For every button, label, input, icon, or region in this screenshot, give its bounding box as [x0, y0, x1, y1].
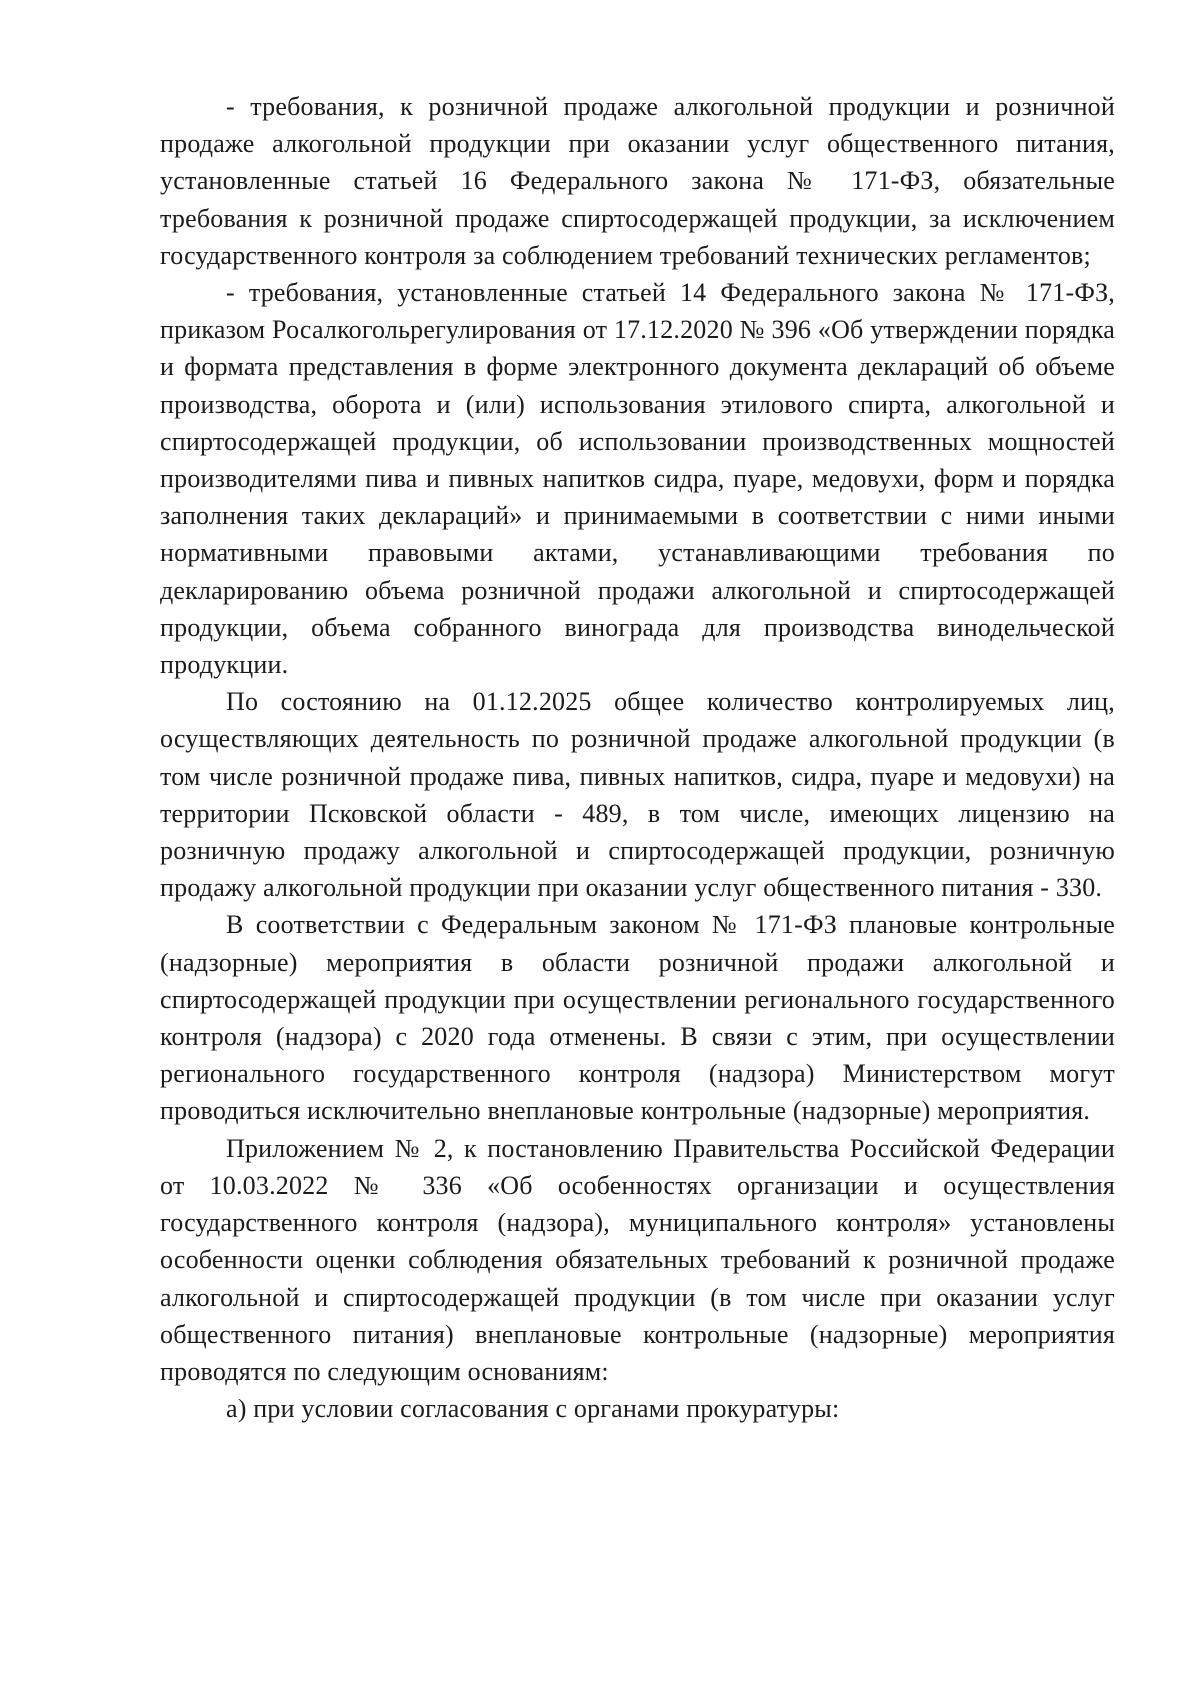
document-body [160, 88, 1115, 1427]
paragraph-government-decree-appendix: Приложением № 2, к постановлению Правительства Российской Федерации от 10.03.2022 № 336 «Об особенностях организации и осуществления государственного контроля (надзора), муниципального контроля» установлены особенности оценки соблюдения обязательных требований к розничной продаже алкогольной и спиртосодержащей продукции (в том числе при оказании услуг общественного питания) внеплановые контрольные (надзорные) мероприятия проводятся по следующим основаниям: [160, 1133, 1115, 1386]
paragraph-controlled-persons-count: По состоянию на 01.12.2025 общее количество контролируемых лиц, осуществляющих деятельность по розничной продаже алкогольной продукции (в том числе розничной продаже пива, пивных напитков, сидра, пуаре и медовухи) на территории Псковской области - 489, в том числе, имеющих лицензию на розничную продажу алкогольной и спиртосодержащей продукции, розничную продажу алкогольной продукции при оказании услуг общественного питания - 330. [160, 687, 1115, 903]
paragraph-requirements-article-14: - требования, установленные статьей 14 Федерального закона № 171-ФЗ, приказом Росалкогольрегулирования от 17.12.2020 № 396 «Об утверждении порядка и формата представления в форме электронного документа деклараций об объеме производства, оборота и (или) использования этилового спирта, алкогольной и спиртосодержащей продукции, об использовании производственных мощностей производителями пива и пивных напитков сидра, пуаре, медовухи, форм и порядка заполнения таких деклараций» и принимаемыми в соответствии с ними иными нормативными правовыми актами, устанавливающими требования по декларированию объема розничной продажи алкогольной и спиртосодержащей продукции, объема собранного винограда для производства винодельческой продукции. [160, 278, 1115, 680]
paragraph-requirements-article-16: - требования, к розничной продаже алкогольной продукции и розничной продаже алкогольной продукции при оказании услуг общественного питания, установленные статьей 16 Федерального закона № 171-ФЗ, обязательные требования к розничной продаже спиртосодержащей продукции, за исключением государственного контроля за соблюдением требований технических регламентов; [160, 92, 1115, 270]
paragraph-item-a: а) при условии согласования с органами прокуратуры: [226, 1394, 840, 1424]
paragraph-planned-inspections-cancelled: В соответствии с Федеральным законом № 171-ФЗ плановые контрольные (надзорные) мероприятия в области розничной продажи алкогольной и спиртосодержащей продукции при осуществлении регионального государственного контроля (надзора) с 2020 года отменены. В связи с этим, при осуществлении регионального государственного контроля (надзора) Министерством могут проводиться исключительно внеплановые контрольные (надзорные) мероприятия. [160, 910, 1115, 1126]
